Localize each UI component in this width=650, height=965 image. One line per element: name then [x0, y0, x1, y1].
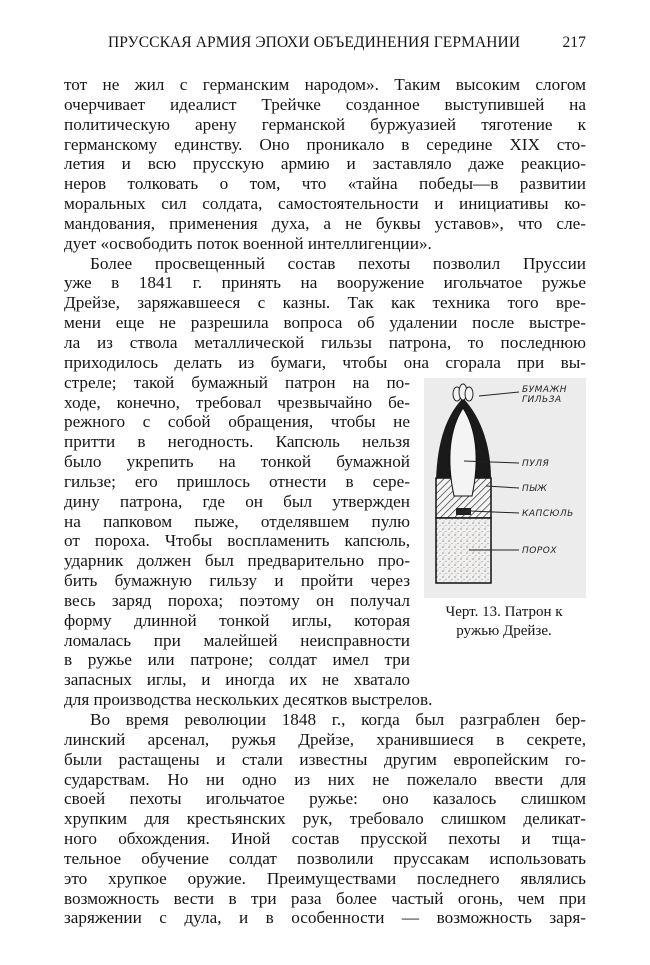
- text-line: ударник должен был предварительно про-: [64, 551, 410, 571]
- text-line: неров толковать о том, что «тайна победы—в развитии: [64, 174, 586, 194]
- dreyse-cartridge-diagram: [424, 378, 586, 598]
- caption-line: ружью Дрейзе.: [456, 623, 552, 639]
- label-bullet: ПУЛЯ: [522, 459, 550, 469]
- running-header: [100, 34, 586, 56]
- text-line: моральных сил солдата, самостоятельности и инициативы ко-: [64, 194, 586, 214]
- text-line: своей пехоты игольчатое ружье: оно казалось слишком: [64, 789, 586, 809]
- text-line: летия и всю прусскую армию и заставляло даже реакцио-: [64, 154, 586, 174]
- caption-line: Черт. 13. Патрон к: [445, 604, 563, 620]
- label-wad: ПЫЖ: [522, 484, 548, 494]
- text-line: тельное обучение солдат позволили пруссакам использовать: [64, 848, 586, 868]
- text-line: стреле; такой бумажный патрон на по-: [64, 372, 410, 392]
- label-paper-case-1: БУМАЖН: [522, 385, 568, 395]
- text-line: дует «освободить поток военной интеллигенции».: [64, 233, 432, 253]
- text-line: возможность вести в три раза более частый огонь, чем при: [64, 888, 586, 908]
- text-line: заряжении с дула, и в особенности — возможность заря-: [64, 908, 586, 928]
- cartridge-figure: [424, 378, 586, 598]
- text-line: Во время революции 1848 г., когда был разграблен бер-: [90, 710, 586, 729]
- running-title: ПРУССКАЯ АРМИЯ ЭПОХИ ОБЪЕДИНЕНИЯ ГЕРМАНИИ: [108, 34, 521, 51]
- text-line: притти в негодность. Капсюль нельзя: [64, 432, 410, 452]
- text-line: на папковом пыже, отделявшем пулю: [64, 511, 410, 531]
- text-line: ного обхождения. Иной состав прусской пехоты и тща-: [64, 829, 586, 849]
- text-line: очерчивает идеалист Трейчке созданное выступившей на: [64, 94, 586, 114]
- label-primer: КАПСЮЛЬ: [522, 509, 574, 519]
- text-line: уже в 1841 г. принять на вооружение игольчатое ружье: [64, 273, 586, 293]
- text-line: запасных иглы, и иногда их не хватало: [64, 670, 410, 690]
- text-line: режного с собой обращения, чтобы не: [64, 412, 410, 432]
- text-line: для производства нескольких десятков выстрелов.: [64, 690, 433, 710]
- text-line: бить бумажную гильзу и пройти через: [64, 571, 410, 591]
- label-powder: ПОРОХ: [522, 546, 558, 556]
- text-line: это хрупкое оружие. Преимуществами последнего являлись: [64, 868, 586, 888]
- text-line: весь заряд пороха; поэтому он получал: [64, 590, 410, 610]
- primer-shape: [456, 508, 471, 515]
- text-line: тот не жил с германским народом». Таким высоким слогом: [64, 75, 586, 94]
- text-line: было укрепить на тонкой бумажной: [64, 452, 410, 472]
- text-line: политическую арену германской буржуазией тяготение к: [64, 114, 586, 134]
- text-line: линский арсенал, ружья Дрейзе, хранившиеся в секрете,: [64, 729, 586, 749]
- text-line: германскому единству. Оно проникало в середине XIX сто-: [64, 134, 586, 154]
- text-line: были растащены и стали известны другим европейским го-: [64, 749, 586, 769]
- paper-tuft: [453, 384, 473, 401]
- text-line: Более просвещенный состав пехоты позволил Пруссии: [90, 253, 586, 273]
- text-line: в ружье или патроне; солдат имел три: [64, 650, 410, 670]
- figure-caption: [416, 603, 592, 641]
- text-line: мени еще не разрешила вопроса об удалении после выстре-: [64, 313, 586, 333]
- page-number: 217: [562, 34, 586, 51]
- text-line: сударствам. Но ни одно из них не пожелало ввести для: [64, 769, 586, 789]
- text-line: дину патрона, где он был утвержден: [64, 491, 410, 511]
- paragraph: [64, 710, 586, 928]
- text-line: ла из ствола металлической гильзы патрона, то последнюю: [64, 332, 586, 352]
- text-line: ломалась при малейшей неисправности: [64, 630, 410, 650]
- text-line: гильзе; его пришлось отнести в сере-: [64, 471, 410, 491]
- text-line: от пороха. Чтобы воспламенить капсюль,: [64, 531, 410, 551]
- text-line: ходе, конечно, требовал чрезвычайно бе-: [64, 392, 410, 412]
- text-line: хрупким для крестьянских рук, требовало слишком деликат-: [64, 809, 586, 829]
- text-line: Дрейзе, заряжавшееся с казны. Так как техника того вре-: [64, 293, 586, 313]
- text-line: мандования, применения духа, а не буквы уставов», что сле-: [64, 213, 586, 233]
- paragraph: [64, 75, 586, 254]
- label-paper-case-2: ГИЛЬЗА: [522, 395, 562, 405]
- text-line: форму длинной тонкой иглы, которая: [64, 610, 410, 630]
- text-line: приходилось делать из бумаги, чтобы она сгорала при вы-: [64, 352, 586, 372]
